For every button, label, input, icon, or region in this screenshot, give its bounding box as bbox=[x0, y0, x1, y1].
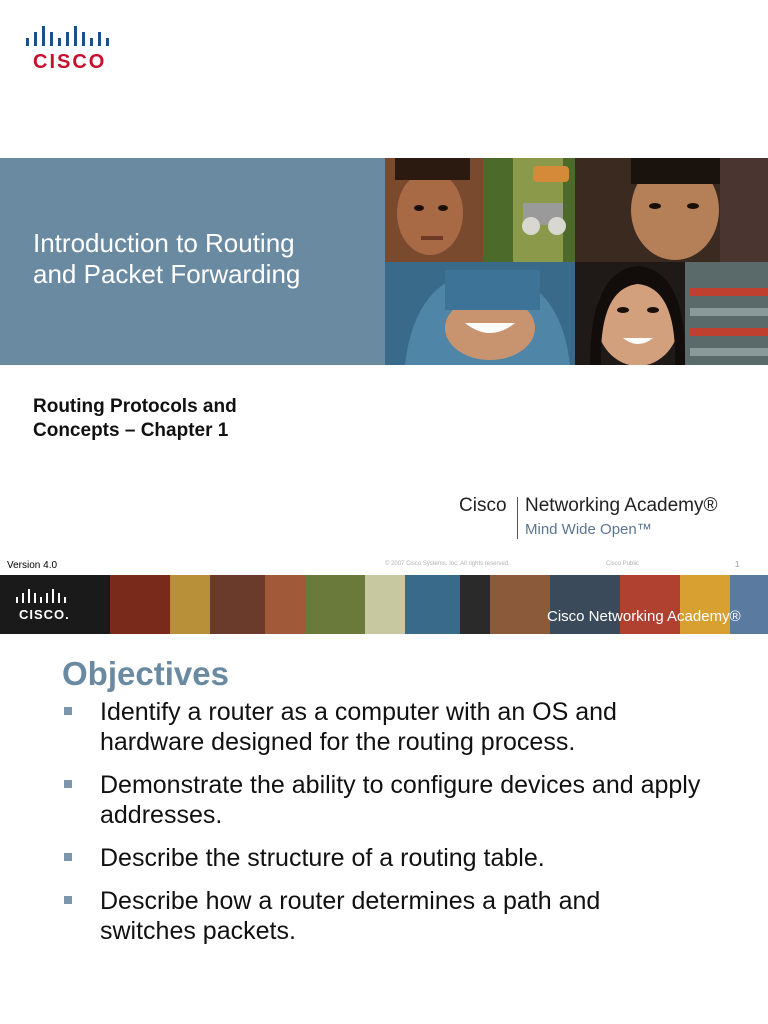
page-number: 1 bbox=[735, 560, 740, 569]
list-item bbox=[62, 697, 702, 757]
subtitle-line: Concepts – Chapter 1 bbox=[33, 420, 229, 441]
bullet-icon bbox=[64, 853, 72, 861]
objectives-slide bbox=[0, 575, 768, 1024]
title-line: and Packet Forwarding bbox=[33, 259, 301, 289]
title-line: Introduction to Routing bbox=[33, 228, 295, 258]
cisco-wordmark: CISCO bbox=[33, 51, 107, 73]
cisco-wordmark: CISCO. bbox=[19, 607, 70, 622]
objectives-list bbox=[62, 697, 702, 959]
bullet-text: Describe how a router determines a path and switches packets. bbox=[100, 887, 601, 945]
academy-name: Networking Academy® bbox=[525, 495, 718, 516]
academy-name: Cisco Networking Academy® bbox=[547, 608, 741, 625]
photo-collage bbox=[385, 158, 768, 365]
bullet-icon bbox=[64, 780, 72, 788]
bullet-icon bbox=[64, 896, 72, 904]
subtitle-line: Routing Protocols and bbox=[33, 396, 237, 417]
academy-brand: Cisco bbox=[459, 495, 507, 516]
slide-footer bbox=[0, 558, 768, 575]
bullet-text: Describe the structure of a routing table. bbox=[100, 844, 545, 872]
academy-tagline: Mind Wide Open™ bbox=[525, 521, 652, 538]
list-item bbox=[62, 770, 702, 830]
networking-academy-logo bbox=[459, 495, 759, 543]
header-photo-strip bbox=[0, 575, 768, 634]
header-strip bbox=[0, 575, 768, 634]
cisco-bridge-icon bbox=[24, 24, 124, 50]
classification-text: Cisco Public bbox=[606, 561, 640, 567]
bullet-text: Demonstrate the ability to configure devices and apply addresses. bbox=[100, 771, 701, 829]
bullet-icon bbox=[64, 707, 72, 715]
title-band bbox=[0, 158, 385, 365]
academy-divider bbox=[517, 497, 518, 539]
cisco-bridge-icon bbox=[14, 587, 74, 605]
cisco-logo bbox=[24, 24, 124, 76]
slide-title: Objectives bbox=[62, 655, 229, 692]
slide-title bbox=[33, 228, 373, 290]
slide-subtitle bbox=[33, 395, 237, 443]
copyright-text: © 2007 Cisco Systems, Inc. All rights reserved. bbox=[385, 561, 510, 567]
list-item bbox=[62, 886, 702, 946]
list-item bbox=[62, 843, 702, 873]
version-label: Version 4.0 bbox=[7, 560, 58, 571]
cisco-logo bbox=[14, 587, 74, 623]
bullet-text: Identify a router as a computer with an OS and hardware designed for the routing process. bbox=[100, 698, 617, 756]
